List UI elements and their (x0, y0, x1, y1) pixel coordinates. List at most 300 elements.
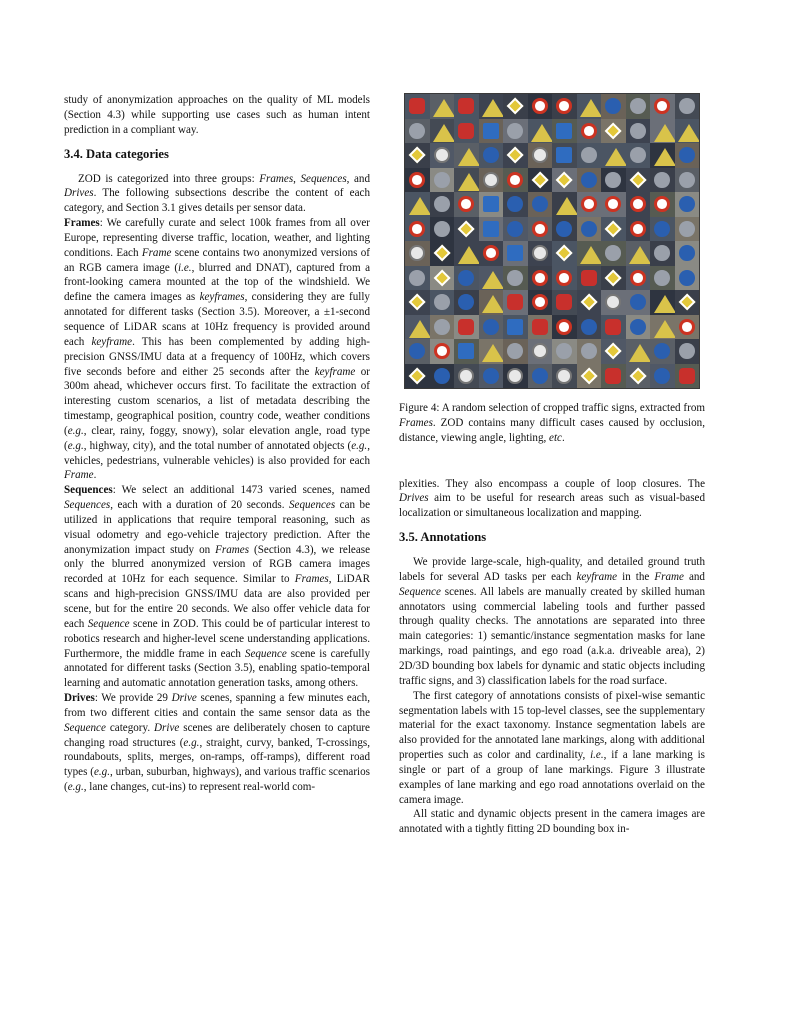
sign-tile (479, 94, 504, 119)
sign-tile (577, 290, 602, 315)
traffic-sign-icon (654, 196, 670, 212)
traffic-sign-icon (458, 196, 474, 212)
sign-tile (650, 241, 675, 266)
traffic-sign-icon (556, 98, 572, 114)
sign-tile (479, 192, 504, 217)
traffic-sign-icon (556, 147, 572, 163)
sign-tile (479, 119, 504, 144)
sign-tile (430, 339, 455, 364)
sign-tile (528, 339, 553, 364)
annotations-paragraph-2: The first category of annotations consists of pixel-wise semantic segmentation labels with 15 top-level classes, see the supplementary material for the exact taxonomy. Instance segmentation labels are also provided for the annotated lane markings, along with additional properties such as color and cardinality, i.e., if a lane marking is single or part of a group of lane markings. Figure 3 illustrate examples of lane marking and ego road annotations overlaid on the camera image. (399, 689, 705, 806)
sign-tile (626, 266, 651, 291)
traffic-sign-icon (409, 147, 426, 164)
traffic-sign-icon (678, 124, 699, 142)
sign-tile (454, 241, 479, 266)
traffic-sign-icon (630, 147, 646, 163)
traffic-sign-icon (605, 368, 621, 384)
sign-tile (405, 143, 430, 168)
traffic-sign-icon (409, 320, 430, 338)
sign-tile (405, 168, 430, 193)
annotations-paragraph-1: We provide large-scale, high-quality, and detailed ground truth labels for several AD tasks per each keyframe in the Frame and Sequence scenes. All labels are manually created by skilled human annotators using commercial labeling tools and further passed through quality checks. The annotations are separated into three main categories: 1) semantic/instance segmentation masks for lane markings, road paintings, and ego road (a.k.a. driveable area), 2) 2D/3D bounding box labels for dynamic and static objects including traffic signs, and 3) classification labels for the road surface. (399, 556, 705, 687)
traffic-sign-icon (581, 147, 597, 163)
traffic-sign-icon (581, 221, 597, 237)
traffic-sign-icon (556, 270, 572, 286)
sign-tile (626, 241, 651, 266)
traffic-sign-icon (483, 221, 499, 237)
left-column (64, 93, 370, 795)
annotations-paragraph-3: All static and dynamic objects present in the camera images are annotated with a tightly fitting 2D bounding box in- (399, 808, 705, 836)
sign-tile (675, 241, 700, 266)
traffic-sign-icon (482, 99, 503, 117)
traffic-sign-icon (458, 98, 474, 114)
traffic-sign-icon (434, 294, 450, 310)
sign-tile (675, 315, 700, 340)
sign-tile (552, 364, 577, 389)
traffic-sign-icon (507, 98, 524, 115)
sign-tile (552, 315, 577, 340)
traffic-sign-icon (507, 221, 523, 237)
sign-tile (675, 266, 700, 291)
sign-tile (601, 339, 626, 364)
sign-tile (503, 290, 528, 315)
sign-tile (552, 290, 577, 315)
traffic-sign-icon (679, 245, 695, 261)
sign-tile (577, 339, 602, 364)
sign-tile (430, 192, 455, 217)
sign-tile (601, 241, 626, 266)
sign-tile (479, 217, 504, 242)
traffic-sign-icon (532, 294, 548, 310)
traffic-sign-icon (679, 196, 695, 212)
sign-tile (528, 168, 553, 193)
sign-tile (626, 339, 651, 364)
sign-tile (650, 266, 675, 291)
traffic-sign-icon (605, 98, 621, 114)
sign-tile (626, 290, 651, 315)
sign-tile (601, 290, 626, 315)
sign-tile (552, 266, 577, 291)
sign-tile (650, 217, 675, 242)
sign-tile (479, 339, 504, 364)
traffic-sign-icon (605, 172, 621, 188)
traffic-sign-icon (483, 123, 499, 139)
sign-tile (405, 217, 430, 242)
traffic-sign-icon (507, 196, 523, 212)
traffic-sign-icon (605, 294, 621, 310)
sign-tile (601, 143, 626, 168)
traffic-sign-icon (605, 269, 622, 286)
sign-tile (552, 119, 577, 144)
traffic-sign-icon (434, 319, 450, 335)
traffic-sign-icon (409, 123, 425, 139)
traffic-sign-icon (630, 221, 646, 237)
traffic-sign-icon (483, 147, 499, 163)
traffic-sign-icon (409, 172, 425, 188)
sign-tile (552, 192, 577, 217)
sign-tile (503, 143, 528, 168)
traffic-sign-icon (458, 270, 474, 286)
traffic-sign-icon (629, 344, 650, 362)
sign-tile (601, 315, 626, 340)
sign-tile (650, 94, 675, 119)
sign-tile (552, 143, 577, 168)
traffic-sign-icon (654, 172, 670, 188)
sign-tile (503, 119, 528, 144)
sign-tile (454, 168, 479, 193)
traffic-sign-icon (434, 172, 450, 188)
sign-tile (430, 94, 455, 119)
sign-tile (454, 192, 479, 217)
sign-tile (601, 168, 626, 193)
traffic-sign-icon (409, 197, 430, 215)
traffic-sign-icon (458, 368, 474, 384)
traffic-sign-icon (630, 123, 646, 139)
traffic-sign-icon (483, 196, 499, 212)
traffic-sign-icon (580, 99, 601, 117)
drives-paragraph: Drives: We provide 29 Drive scenes, spanning a few minutes each, from two different cities and contain the same sensor data as the Sequence category. Drive scenes are deliberately chosen to capture changing road structures (e.g., straight, curvy, banked, T-crossings, roundabouts, splits, merges, on-ramps, off-ramps), different road types (e.g., urban, suburban, highways), and various traffic scenarios (e.g., lane changes, cut-ins) to represent real-world com- (64, 692, 370, 794)
sign-tile (430, 217, 455, 242)
traffic-sign-icon (507, 368, 523, 384)
sign-tile (675, 168, 700, 193)
sign-tile (454, 266, 479, 291)
traffic-sign-icon (433, 269, 450, 286)
traffic-sign-icon (605, 148, 626, 166)
sign-tile (675, 119, 700, 144)
frames-heading: Frames (64, 217, 100, 230)
sign-tile (577, 143, 602, 168)
traffic-sign-icon (605, 122, 622, 139)
sign-tile (675, 192, 700, 217)
traffic-sign-icon (434, 221, 450, 237)
traffic-sign-icon (556, 221, 572, 237)
sequences-paragraph: Sequences: We select an additional 1473 varied scenes, named Sequences, each with a duration of 20 seconds. Sequences can be utilized in applications that require temporal reasoning, such as visual odometry and ego-vehicle trajectory prediction. After the anonymization impact study on Frames (Section 4.3), we release only the blurred anonymized version of RGB camera images recorded at 10Hz for each sequence. Similar to Frames, LiDAR scans and high-precision GNSS/IMU data are also provided per scene, but for the entire 20 seconds. We also offer vehicle data for each Sequence scene in ZOD. This could be of particular interest to robotics research and higher-level scene understanding applications. Furthermore, the middle frame in each Sequence scene is carefully annotated for different tasks (Section 3.5), enabling spatio-temporal learning and automatic annotation generation tasks, among others. (64, 484, 371, 690)
traffic-sign-icon (532, 319, 548, 335)
traffic-sign-icon (458, 343, 474, 359)
traffic-sign-icon (532, 98, 548, 114)
traffic-sign-icon (458, 148, 479, 166)
sign-tile (503, 168, 528, 193)
traffic-sign-icon (507, 147, 524, 164)
traffic-sign-icon (556, 123, 572, 139)
sign-tile (503, 241, 528, 266)
traffic-sign-icon (629, 171, 646, 188)
traffic-sign-icon (605, 220, 622, 237)
sign-tile (626, 143, 651, 168)
sign-tile (675, 217, 700, 242)
traffic-sign-icon (532, 196, 548, 212)
sign-tile (405, 94, 430, 119)
sign-tile (479, 266, 504, 291)
sign-tile (626, 364, 651, 389)
traffic-sign-icon (679, 98, 695, 114)
sign-tile (552, 94, 577, 119)
intro-paragraph: study of anonymization approaches on the quality of ML models (Section 4.3) while supporting use cases such as human intent prediction in a compliant way. (64, 94, 370, 136)
traffic-sign-icon (630, 294, 646, 310)
traffic-sign-icon (483, 172, 499, 188)
traffic-sign-icon (629, 246, 650, 264)
traffic-sign-icon (532, 221, 548, 237)
traffic-sign-icon (458, 220, 475, 237)
traffic-sign-icon (679, 319, 695, 335)
traffic-sign-icon (556, 294, 572, 310)
sign-tile (650, 339, 675, 364)
traffic-sign-icon (654, 270, 670, 286)
traffic-sign-icon (556, 245, 573, 262)
traffic-sign-icon (630, 270, 646, 286)
traffic-sign-icon (434, 368, 450, 384)
sign-tile (650, 143, 675, 168)
traffic-sign-icon (458, 123, 474, 139)
sign-tile (577, 168, 602, 193)
traffic-sign-icon (434, 196, 450, 212)
sign-tile (479, 168, 504, 193)
sign-tile (601, 364, 626, 389)
sign-tile (405, 266, 430, 291)
sign-tile (430, 168, 455, 193)
traffic-sign-icon (556, 197, 577, 215)
traffic-sign-icon (581, 343, 597, 359)
sign-tile (626, 217, 651, 242)
sign-tile (650, 364, 675, 389)
sign-tile (577, 315, 602, 340)
traffic-sign-icon (556, 343, 572, 359)
sign-tile (405, 119, 430, 144)
traffic-sign-icon (507, 319, 523, 335)
sign-tile (675, 364, 700, 389)
sign-tile (528, 364, 553, 389)
sign-tile (626, 315, 651, 340)
traffic-sign-icon (434, 343, 450, 359)
sign-tile (601, 217, 626, 242)
sign-tile (454, 143, 479, 168)
sign-tile (528, 315, 553, 340)
sign-tile (503, 315, 528, 340)
traffic-sign-icon (556, 368, 572, 384)
sequences-heading: Sequences (64, 484, 113, 497)
sign-tile (577, 119, 602, 144)
sign-tile (675, 143, 700, 168)
sign-tile (577, 241, 602, 266)
traffic-sign-icon (482, 271, 503, 289)
traffic-sign-icon (605, 196, 621, 212)
categories-intro-paragraph: ZOD is categorized into three groups: Frames, Sequences, and Drives. The following subsections describe the content of each category, and Section 3.1 gives details per sensor data. (64, 172, 370, 215)
traffic-sign-icon (507, 270, 523, 286)
traffic-sign-icon (654, 343, 670, 359)
traffic-sign-icon (679, 270, 695, 286)
sign-tile (577, 192, 602, 217)
traffic-sign-icon (532, 368, 548, 384)
sign-tile (675, 339, 700, 364)
sign-tile (454, 94, 479, 119)
traffic-sign-icon (580, 294, 597, 311)
sign-tile (503, 364, 528, 389)
traffic-sign-icon (507, 172, 523, 188)
sign-tile (503, 266, 528, 291)
sign-tile (479, 143, 504, 168)
traffic-sign-icon (678, 294, 695, 311)
traffic-sign-icon (433, 245, 450, 262)
traffic-sign-icon (679, 172, 695, 188)
sign-tile (430, 315, 455, 340)
sign-tile (528, 241, 553, 266)
traffic-sign-mosaic-figure (404, 93, 700, 389)
traffic-sign-icon (580, 246, 601, 264)
sign-tile (626, 168, 651, 193)
sign-tile (601, 94, 626, 119)
sign-tile (454, 290, 479, 315)
traffic-sign-icon (605, 245, 621, 261)
sign-tile (552, 168, 577, 193)
traffic-sign-icon (507, 245, 523, 261)
sign-tile (626, 94, 651, 119)
traffic-sign-icon (483, 245, 499, 261)
traffic-sign-icon (556, 319, 572, 335)
sign-tile (405, 315, 430, 340)
traffic-sign-icon (654, 148, 675, 166)
sign-tile (675, 290, 700, 315)
sign-tile (528, 290, 553, 315)
sign-tile (601, 192, 626, 217)
traffic-sign-icon (458, 173, 479, 191)
sign-tile (454, 364, 479, 389)
sign-tile (454, 339, 479, 364)
sign-tile (577, 266, 602, 291)
traffic-sign-icon (654, 245, 670, 261)
sign-tile (577, 364, 602, 389)
sign-tile (503, 339, 528, 364)
figure-4-caption: Figure 4: A random selection of cropped traffic signs, extracted from Frames. ZOD contains many difficult cases caused by occlusion, distance, viewing angle, lighting, etc. (399, 402, 705, 444)
sign-tile (528, 217, 553, 242)
sign-tile (528, 94, 553, 119)
traffic-sign-icon (409, 294, 426, 311)
sign-tile (577, 94, 602, 119)
right-column (399, 93, 705, 837)
sign-tile (650, 192, 675, 217)
traffic-sign-icon (409, 343, 425, 359)
sign-tile (528, 266, 553, 291)
traffic-sign-icon (483, 368, 499, 384)
traffic-sign-icon (483, 319, 499, 335)
drives-heading: Drives (64, 692, 95, 705)
traffic-sign-icon (507, 294, 523, 310)
traffic-sign-icon (531, 171, 548, 188)
traffic-sign-icon (654, 98, 670, 114)
traffic-sign-icon (531, 124, 552, 142)
sign-tile (405, 192, 430, 217)
traffic-sign-icon (409, 270, 425, 286)
traffic-sign-icon (409, 245, 425, 261)
sign-tile (577, 217, 602, 242)
sign-tile (405, 290, 430, 315)
traffic-sign-icon (654, 295, 675, 313)
drives-continuation-paragraph: plexities. They also encompass a couple of loop closures. The Drives aim to be useful for research areas such as visual-based localization or simultaneous localization and mapping. (399, 477, 705, 520)
traffic-sign-icon (679, 368, 695, 384)
sign-tile (479, 364, 504, 389)
sign-tile (503, 94, 528, 119)
traffic-sign-icon (532, 245, 548, 261)
sign-tile (430, 241, 455, 266)
traffic-sign-icon (556, 171, 573, 188)
sign-tile (552, 241, 577, 266)
traffic-sign-icon (532, 343, 548, 359)
traffic-sign-icon (581, 172, 597, 188)
traffic-sign-icon (605, 343, 622, 360)
traffic-sign-icon (581, 270, 597, 286)
sign-tile (528, 143, 553, 168)
sign-tile (552, 217, 577, 242)
traffic-sign-icon (580, 367, 597, 384)
sign-tile (430, 119, 455, 144)
sign-tile (405, 241, 430, 266)
traffic-sign-icon (409, 221, 425, 237)
sign-tile (626, 192, 651, 217)
traffic-sign-icon (458, 246, 479, 264)
traffic-sign-icon (409, 367, 426, 384)
traffic-sign-icon (605, 319, 621, 335)
traffic-sign-icon (654, 124, 675, 142)
traffic-sign-icon (581, 123, 597, 139)
traffic-sign-icon (409, 98, 425, 114)
sign-tile (552, 339, 577, 364)
traffic-sign-icon (433, 124, 454, 142)
sign-tile (650, 315, 675, 340)
sign-tile (503, 192, 528, 217)
traffic-sign-icon (434, 147, 450, 163)
traffic-sign-icon (654, 368, 670, 384)
sign-tile (601, 119, 626, 144)
traffic-sign-icon (630, 319, 646, 335)
traffic-sign-icon (630, 196, 646, 212)
sign-tile (405, 339, 430, 364)
traffic-sign-icon (630, 98, 646, 114)
section-title-data-categories: 3.4. Data categories (64, 146, 169, 161)
traffic-sign-icon (629, 367, 646, 384)
traffic-sign-icon (679, 147, 695, 163)
sign-tile (601, 266, 626, 291)
sign-tile (528, 192, 553, 217)
sign-tile (650, 119, 675, 144)
sign-tile (528, 119, 553, 144)
traffic-sign-icon (654, 221, 670, 237)
sign-tile (405, 364, 430, 389)
traffic-sign-icon (482, 295, 503, 313)
traffic-sign-icon (433, 99, 454, 117)
sign-tile (430, 143, 455, 168)
sign-tile (430, 266, 455, 291)
sign-tile (479, 315, 504, 340)
traffic-sign-icon (458, 319, 474, 335)
sign-tile (454, 217, 479, 242)
frames-paragraph: Frames: We carefully curate and select 100k frames from all over Europe, representing diverse traffic, location, weather, and lighting conditions. Each Frame scene contains two anonymized versions of an RGB camera image (i.e., blurred and DNAT), captured from a front-looking camera mounted at the top of the windshield. We define the camera images as keyframes, considering they are fully annotated for different tasks (Section 3.5). Moreover, a ±1-second sequence of LiDAR scans at 10Hz frequency is provided around each keyframe. This has been complemented by adding high-precision GNSS/IMU data at a frequency of 100Hz, which covers five seconds before and either 25 seconds after the keyframe or 300m ahead, whichever occurs first. To facilitate the extraction of interesting custom scenarios, a list of metadata describing the timestamp, geographical position, country code, weather conditions (e.g., clear, rainy, foggy, snowy), solar elevation angle, road type (e.g., highway, city), and the total number of annotated objects (e.g., vehicles, pedestrians, vulnerable vehicles) is also provided for each Frame. (64, 217, 371, 482)
traffic-sign-icon (679, 221, 695, 237)
traffic-sign-icon (654, 320, 675, 338)
traffic-sign-icon (507, 123, 523, 139)
sign-tile (479, 290, 504, 315)
sign-tile (430, 364, 455, 389)
sign-tile (650, 290, 675, 315)
traffic-sign-icon (507, 343, 523, 359)
traffic-sign-icon (679, 343, 695, 359)
sign-tile (503, 217, 528, 242)
traffic-sign-icon (581, 196, 597, 212)
traffic-sign-icon (482, 344, 503, 362)
sign-tile (650, 168, 675, 193)
traffic-sign-icon (581, 319, 597, 335)
sign-tile (454, 119, 479, 144)
traffic-sign-icon (532, 147, 548, 163)
sign-tile (454, 315, 479, 340)
traffic-sign-icon (458, 294, 474, 310)
